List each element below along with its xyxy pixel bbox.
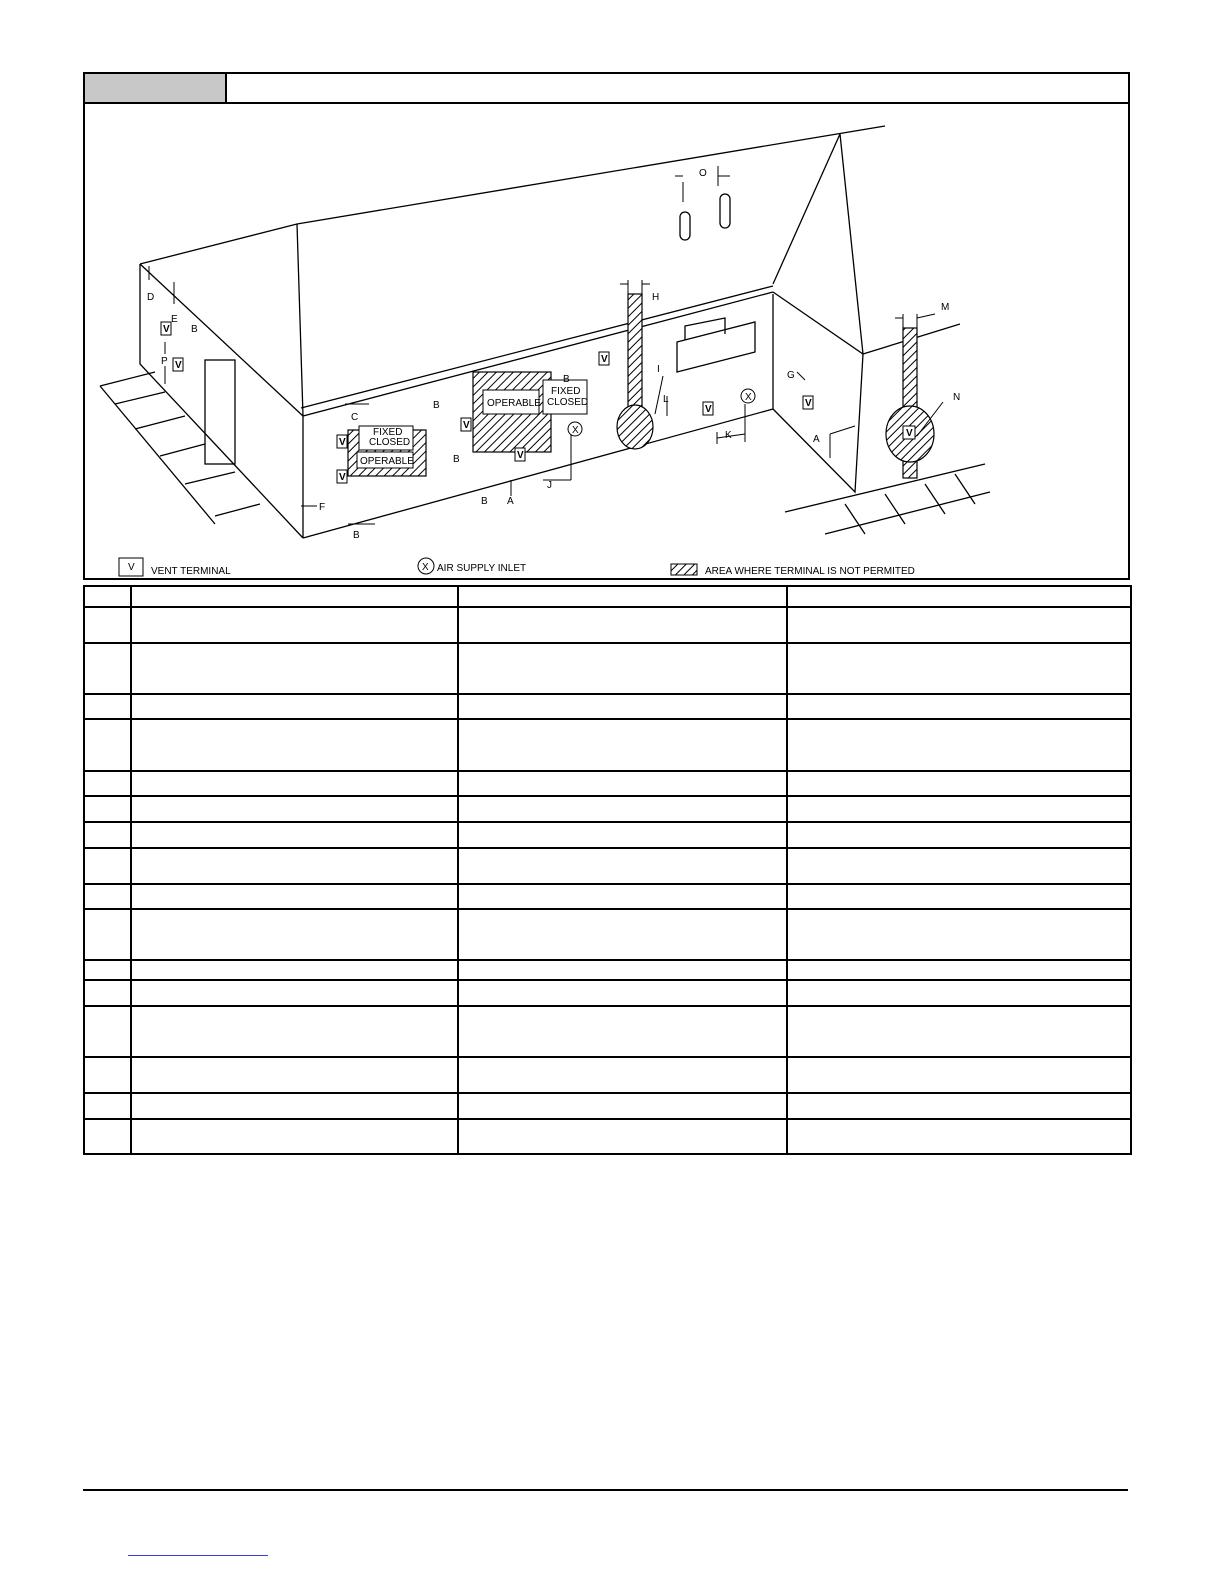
label-b-center-mid: B (453, 454, 460, 465)
label-o: O (699, 168, 707, 179)
table-row (84, 1119, 1131, 1154)
roof-ridge-line (140, 126, 885, 264)
dimension-h (620, 280, 650, 294)
roof-hip-line (297, 224, 303, 416)
vent-terminal-letter: V (601, 354, 608, 365)
table-row (84, 980, 1131, 1006)
legend-vent-terminal: VENT TERMINAL (151, 566, 231, 577)
table-row (84, 1006, 1131, 1057)
label-m: M (941, 302, 950, 313)
vent-terminal-letter: V (339, 437, 346, 448)
label-e: E (171, 314, 178, 325)
vent-terminal-letter: V (705, 404, 712, 415)
table-row (84, 607, 1131, 643)
dimension-m (895, 314, 935, 328)
label-i: I (657, 364, 660, 375)
dimension-i (655, 376, 663, 414)
table-row (84, 719, 1131, 771)
table-row (84, 1057, 1131, 1093)
dimension-g (797, 372, 805, 380)
gable-eave (773, 292, 960, 354)
label-c: C (351, 412, 359, 423)
table-row (84, 643, 1131, 694)
label-b-right: B (563, 374, 570, 385)
legend-vent-symbol: V (128, 562, 135, 573)
label-b-bottom: B (353, 530, 360, 541)
label-d: D (147, 292, 155, 303)
clearance-table (83, 585, 1132, 1155)
table-row (84, 586, 1131, 607)
door (205, 360, 235, 464)
dimension-a-right (830, 426, 855, 458)
table-row (84, 771, 1131, 796)
label-l: L (663, 394, 669, 405)
label-n: N (953, 392, 961, 403)
window-box (677, 322, 755, 372)
legend-not-permitted: AREA WHERE TERMINAL IS NOT PERMITED (705, 566, 915, 577)
vent-terminal-letter: V (339, 472, 346, 483)
figure-header (85, 74, 1128, 104)
house-vent-drawing (85, 104, 1128, 578)
label-h: H (652, 292, 660, 303)
closed-label-center: CLOSED (547, 397, 589, 408)
vent-pipe-right (720, 194, 730, 228)
fixed-label-center: FIXED (551, 386, 581, 397)
label-b-left: B (191, 324, 198, 335)
vent-terminal-letter: V (906, 428, 913, 439)
table-row (84, 909, 1131, 960)
operable-label-center: OPERABLE (487, 398, 541, 409)
vent-terminal-letter: V (517, 450, 524, 461)
label-b-center-bottom: B (481, 496, 488, 507)
vent-terminal-letter: V (463, 420, 470, 431)
footer-rule (83, 1489, 1128, 1491)
vent-terminal-letter: V (163, 324, 170, 335)
footer-link-underline (128, 1555, 268, 1556)
left-walkway (100, 372, 260, 524)
table-row (84, 884, 1131, 909)
air-supply-inlet-letter: X (745, 392, 752, 403)
legend (119, 558, 915, 577)
vent-pipe-left (680, 212, 690, 240)
label-p: P (161, 356, 168, 367)
fixed-label-left: FIXED (373, 427, 403, 438)
right-walkway (785, 464, 990, 534)
label-b-center-top: B (433, 400, 440, 411)
label-f: F (319, 502, 326, 513)
label-a-center: A (507, 496, 514, 507)
legend-inlet-symbol: X (422, 562, 429, 573)
closed-label-left: CLOSED (369, 437, 411, 448)
label-a-right: A (813, 434, 820, 445)
vent-terminal-letter: V (175, 360, 182, 371)
gable-lines (773, 134, 863, 354)
label-k: K (725, 430, 732, 441)
table-row (84, 822, 1131, 848)
left-wall (140, 264, 303, 538)
figure-tab (85, 74, 227, 102)
legend-air-supply-inlet: AIR SUPPLY INLET (437, 563, 527, 574)
vent-terminal-letter: V (805, 398, 812, 409)
table-row (84, 848, 1131, 884)
table-row (84, 694, 1131, 719)
air-supply-inlet-letter: X (572, 425, 579, 436)
window-box-frame (685, 318, 725, 340)
operable-label-left: OPERABLE (360, 456, 414, 467)
table-row (84, 960, 1131, 980)
legend-hatch-swatch (671, 564, 697, 575)
label-j: J (547, 480, 552, 491)
table-row (84, 1093, 1131, 1119)
no-terminal-area-chimney-left-bulge (617, 405, 653, 449)
table-row (84, 796, 1131, 822)
vent-clearance-figure (83, 72, 1130, 580)
label-g: G (787, 370, 795, 381)
